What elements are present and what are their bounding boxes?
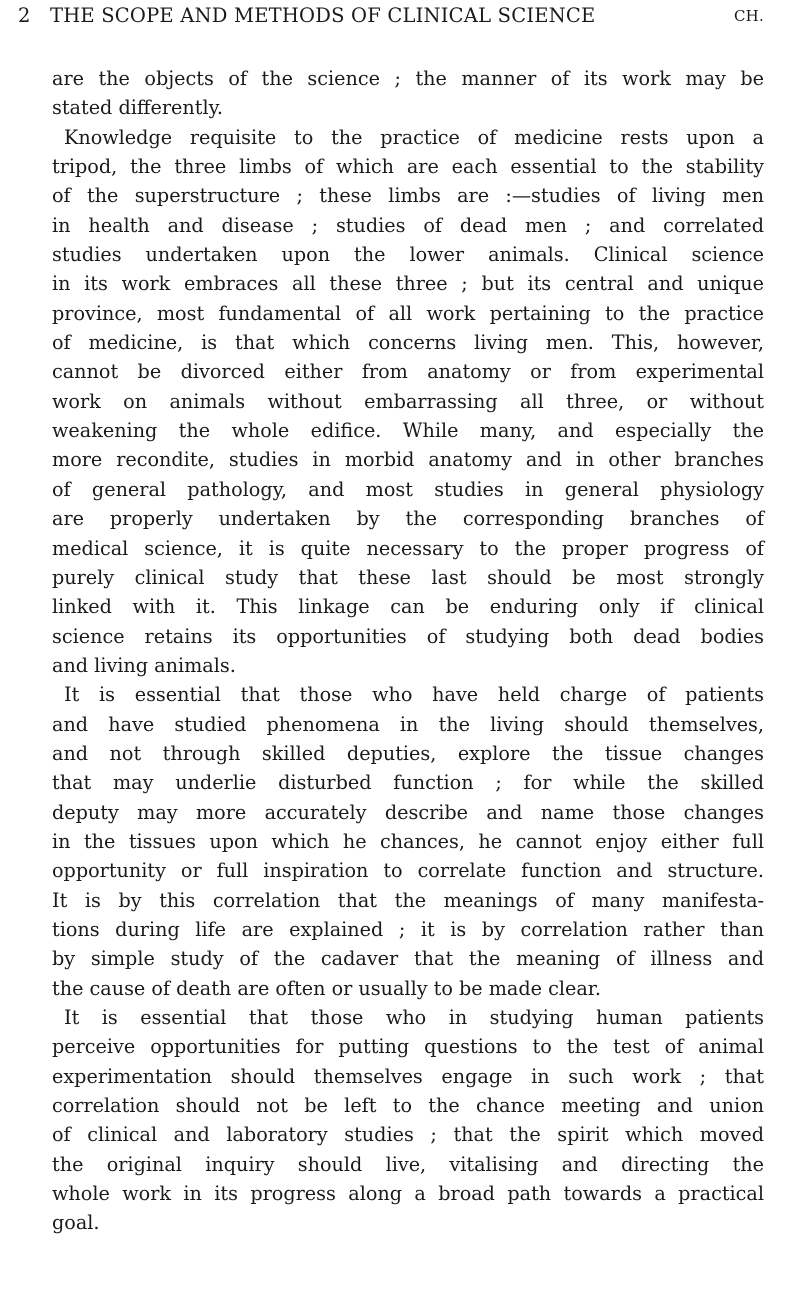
text-line: science retains its opportunities of studying both dead bodies: [52, 624, 764, 648]
text-line: stated differently.: [52, 96, 223, 120]
text-line: more recondite, studies in morbid anatomy and in other branches: [52, 448, 764, 472]
text-line: of the superstructure ; these limbs are :—studies of living men: [52, 184, 764, 208]
text-line: in its work embraces all these three ; but its central and unique: [52, 272, 764, 296]
text-line: and not through skilled deputies, explore the tissue changes: [52, 741, 764, 765]
text-line: cannot be divorced either from anatomy or from experimental: [52, 360, 764, 384]
text-line: in health and disease ; studies of dead men ; and correlated: [52, 213, 764, 237]
text-line: the cause of death are often or usually to be made clear.: [52, 976, 601, 1000]
text-line: weakening the whole edifice. While many, and especially the: [52, 419, 764, 443]
text-line: are the objects of the science ; the manner of its work may be: [52, 67, 764, 90]
paragraph: [52, 680, 764, 1003]
text-line: correlation should not be left to the chance meeting and union: [52, 1094, 764, 1118]
paragraph: [52, 1003, 764, 1238]
body-text: [52, 64, 764, 1238]
text-line: It is essential that those who in studying human patients: [64, 1006, 764, 1029]
text-line: of clinical and laboratory studies ; that the spirit which moved: [52, 1123, 764, 1147]
paragraph: [52, 64, 764, 123]
text-line: province, most fundamental of all work pertaining to the practice: [52, 301, 764, 325]
text-line: are properly undertaken by the corresponding branches of: [52, 507, 764, 531]
text-line: of medicine, is that which concerns living men. This, however,: [52, 331, 764, 355]
text-line: opportunity or full inspiration to correlate function and structure.: [52, 859, 764, 883]
text-line: and have studied phenomena in the living should themselves,: [52, 712, 764, 736]
text-line: whole work in its progress along a broad path towards a practical: [52, 1182, 764, 1206]
paragraph: [52, 123, 764, 681]
running-header: [0, 4, 800, 34]
text-line: studies undertaken upon the lower animals. Clinical science: [52, 243, 764, 267]
text-line: Knowledge requisite to the practice of medicine rests upon a: [64, 125, 764, 149]
text-line: of general pathology, and most studies in general physiology: [52, 477, 764, 501]
text-line: medical science, it is quite necessary to the proper progress of: [52, 536, 764, 560]
text-line: and living animals.: [52, 653, 236, 677]
text-line: deputy may more accurately describe and name those changes: [52, 800, 764, 824]
text-line: tripod, the three limbs of which are each essential to the stability: [52, 155, 764, 179]
text-line: the original inquiry should live, vitalising and directing the: [52, 1152, 764, 1176]
text-line: by simple study of the cadaver that the meaning of illness and: [52, 947, 764, 971]
page-number: 2: [18, 4, 31, 27]
text-line: It is essential that those who have held charge of patients: [64, 683, 764, 707]
text-line: It is by this correlation that the meanings of many manifesta-: [52, 888, 764, 912]
text-line: tions during life are explained ; it is by correlation rather than: [52, 917, 764, 941]
text-line: that may underlie disturbed function ; for while the skilled: [52, 771, 764, 795]
text-line: in the tissues upon which he chances, he cannot enjoy either full: [52, 829, 764, 853]
chapter-abbrev: CH.: [734, 7, 764, 25]
text-line: linked with it. This linkage can be enduring only if clinical: [52, 595, 764, 619]
text-line: perceive opportunities for putting questions to the test of animal: [52, 1035, 764, 1059]
running-title: THE SCOPE AND METHODS OF CLINICAL SCIENCE: [50, 4, 596, 27]
text-line: work on animals without embarrassing all three, or without: [52, 389, 764, 413]
text-line: purely clinical study that these last should be most strongly: [52, 565, 764, 589]
text-line: experimentation should themselves engage in such work ; that: [52, 1064, 764, 1088]
text-line: goal.: [52, 1211, 100, 1235]
